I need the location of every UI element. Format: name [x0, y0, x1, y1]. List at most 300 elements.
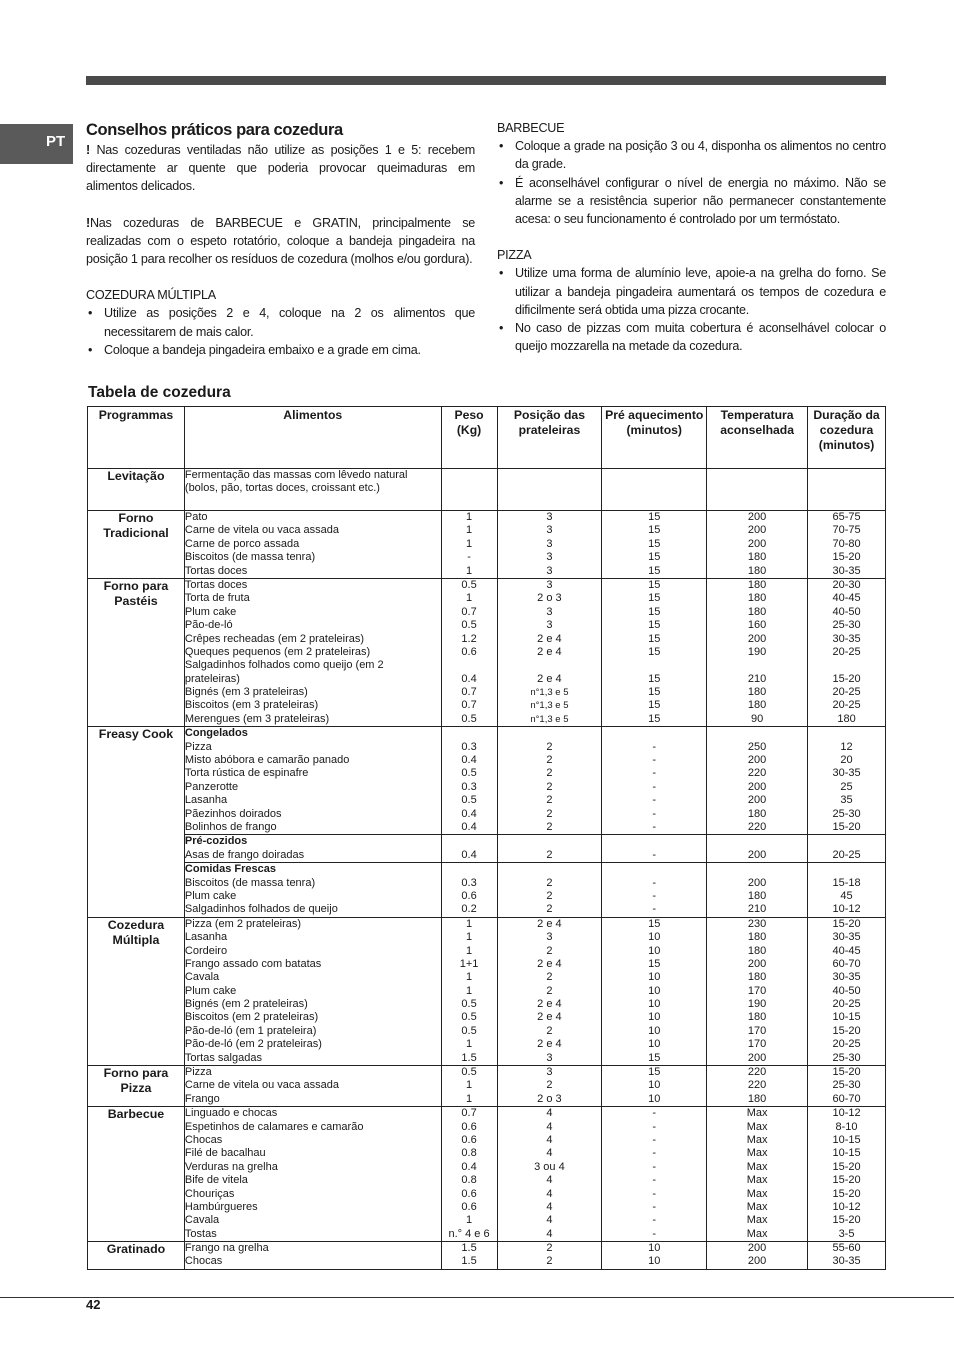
cell-value: 0.5 — [461, 1066, 477, 1079]
cell-value: 0.2 — [461, 903, 477, 916]
cell-value: 200 — [747, 1255, 767, 1268]
food-item: Pão-de-ló (em 1 prateleira) — [184, 1024, 317, 1037]
cell-value: - — [652, 848, 657, 861]
table-row — [88, 863, 886, 918]
position-cell — [497, 863, 602, 918]
cell-value: 170 — [747, 1024, 767, 1037]
food-item: Tortas salgadas — [184, 1051, 262, 1064]
cell-value: n°1,3 e 5 — [530, 687, 569, 699]
cell-value: 1 — [465, 1214, 473, 1227]
preheat-cell — [602, 835, 707, 863]
warning-mark: ! — [86, 215, 90, 230]
cell-value: 15 — [648, 672, 661, 685]
cell-value: 220 — [747, 767, 767, 780]
program-name: Barbecue — [88, 1107, 185, 1242]
cell-value: - — [652, 1133, 657, 1146]
temperature-cell — [707, 917, 808, 1065]
preheat-cell — [602, 917, 707, 1065]
spacer — [707, 863, 807, 876]
cell-value: 15-20 — [832, 1066, 861, 1079]
cell-value: 200 — [747, 524, 767, 537]
cell-value: 4 — [546, 1174, 553, 1187]
cell-value: 15-20 — [832, 551, 861, 564]
note-barbecue-gratin-text: Nas cozeduras de BARBECUE e GRATIN, principalmente se realizadas com o espeto rotatório, coloque a bandeja pingadeira na posição 1 para recolher os resíduos de cozedura (molhos e/ou gordura). — [86, 215, 475, 267]
food-item: Lasanha — [184, 931, 228, 944]
cell-value: 10 — [648, 1024, 661, 1037]
foods-cell — [184, 917, 441, 1065]
cell-value: 15 — [648, 537, 661, 550]
list-item: • Utilize as posições 2 e 4, coloque na 2 os alimentos que necessitarem de mais calor. — [86, 304, 475, 340]
cell-value: 4 — [546, 1227, 553, 1240]
cell-value: - — [652, 903, 657, 916]
duration-cell — [808, 917, 886, 1065]
cell-value: 20-25 — [832, 1038, 861, 1051]
food-item: Tortas doces — [184, 564, 248, 577]
duration-cell — [808, 511, 886, 579]
note-ventilated-text: Nas cozeduras ventiladas não utilize as posições 1 e 5: recebem directamente ar quente que poderia provocar queimaduras em alimentos delicados. — [86, 143, 475, 194]
warning-mark: ! — [86, 143, 90, 157]
cell-value: 30-35 — [832, 971, 861, 984]
multi-cooking-list — [86, 304, 475, 359]
cell-value: 200 — [747, 794, 767, 807]
program-name: Forno para Pizza — [88, 1066, 185, 1107]
cell-value: - — [652, 1187, 657, 1200]
cell-value: 2 — [546, 1024, 553, 1037]
cell-value: 15-20 — [832, 672, 861, 685]
cell-value: Max — [746, 1133, 768, 1146]
cell-value: 1 — [465, 1092, 473, 1105]
cell-value: 35 — [840, 794, 853, 807]
temperature-cell — [707, 727, 808, 835]
spacer — [707, 727, 807, 740]
page-number: 42 — [86, 1297, 101, 1312]
cell-value: 2 — [546, 780, 553, 793]
cell-value: 15 — [648, 645, 661, 658]
position-cell — [497, 835, 602, 863]
foods-cell — [184, 835, 441, 863]
cell-value: - — [652, 889, 657, 902]
header-weight: Peso (Kg) — [441, 407, 497, 469]
cell-value: 15-20 — [832, 917, 861, 930]
program-name: Cozedura Múltipla — [88, 917, 185, 1065]
cell-value: 30-35 — [832, 632, 861, 645]
food-item: Pãezinhos doirados — [184, 807, 282, 820]
cell-value: 1 — [465, 944, 473, 957]
empty-cell — [808, 469, 886, 511]
food-item: Tortas doces — [184, 578, 248, 591]
food-item: Torta de fruta — [184, 592, 250, 605]
cell-value: 0.5 — [461, 1024, 477, 1037]
cell-value: 200 — [747, 511, 767, 523]
table-title: Tabela de cozedura — [88, 384, 231, 401]
table-row — [88, 1242, 886, 1270]
duration-cell — [808, 1242, 886, 1270]
weight-cell — [441, 511, 497, 579]
cell-value: 0.5 — [461, 619, 477, 632]
cell-value: 1.5 — [461, 1255, 477, 1268]
empty-cell — [497, 469, 602, 511]
cell-value: 15 — [648, 686, 661, 699]
right-column — [497, 119, 886, 355]
language-tab: PT — [0, 124, 73, 164]
spacer — [808, 835, 885, 848]
group-label: Pré-cozidos — [184, 835, 248, 848]
spacer — [602, 835, 706, 848]
cell-value: 2 — [546, 876, 553, 889]
cell-value: 2 — [546, 807, 553, 820]
cell-value — [707, 659, 807, 672]
temperature-cell — [707, 835, 808, 863]
cell-value: 1.2 — [461, 632, 477, 645]
cell-value: 10-15 — [832, 1011, 861, 1024]
foods-cell — [184, 1066, 441, 1107]
position-cell — [497, 1066, 602, 1107]
spacer — [808, 727, 885, 740]
cell-value: 30-35 — [832, 1255, 861, 1268]
cell-value: 1+1 — [459, 957, 479, 970]
cell-value: 3 — [546, 1066, 553, 1079]
cell-value: 20-30 — [832, 578, 861, 591]
food-item: Panzerotte — [184, 780, 239, 793]
food-item: Chouriças — [184, 1187, 235, 1200]
cell-value: 1 — [465, 931, 473, 944]
cell-value: 0.3 — [461, 780, 477, 793]
temperature-cell — [707, 863, 808, 918]
foods-cell — [184, 511, 441, 579]
cell-value: 15 — [648, 511, 661, 523]
cell-value: 200 — [747, 780, 767, 793]
cell-value: 0.8 — [461, 1147, 477, 1160]
cell-value: 15 — [648, 1066, 661, 1079]
cell-value: - — [652, 1160, 657, 1173]
cell-value: 30-35 — [832, 931, 861, 944]
pizza-list — [497, 264, 886, 355]
cell-value: 60-70 — [832, 957, 861, 970]
cell-value: 15-20 — [832, 1187, 861, 1200]
cell-value: 25-30 — [832, 619, 861, 632]
cell-value: 25-30 — [832, 807, 861, 820]
food-item: Plum cake — [184, 984, 237, 997]
cell-value: 0.6 — [461, 1120, 477, 1133]
food-item: Biscoitos (de massa tenra) — [184, 876, 316, 889]
food-item: Pizza — [184, 1066, 212, 1079]
cell-value: 0.5 — [461, 998, 477, 1011]
cell-value: 10 — [648, 984, 661, 997]
weight-cell — [441, 578, 497, 726]
food-item: Misto abóbora e camarão panado — [184, 754, 350, 767]
program-name: Levitação — [88, 469, 185, 511]
cell-value: 55-60 — [832, 1242, 861, 1255]
weight-cell — [441, 1242, 497, 1270]
temperature-cell — [707, 578, 808, 726]
food-item: Salgadinhos folhados como queijo (em 2 — [184, 659, 384, 672]
cell-value: 180 — [747, 686, 767, 699]
cell-value: - — [652, 820, 657, 833]
food-item: Queques pequenos (em 2 prateleiras) — [184, 645, 371, 658]
cell-value: 40-45 — [832, 944, 861, 957]
preheat-cell — [602, 511, 707, 579]
cell-value: 2 e 4 — [537, 917, 562, 930]
cell-value: 10 — [648, 1255, 661, 1268]
group-label: Congelados — [184, 727, 248, 740]
food-item: Crêpes recheadas (em 2 prateleiras) — [184, 632, 365, 645]
cell-value: 2 o 3 — [537, 1092, 562, 1105]
cell-value: 3 — [546, 524, 553, 537]
cell-value: 25-30 — [832, 1079, 861, 1092]
cell-value: 1.5 — [461, 1051, 477, 1064]
cell-value: 0.4 — [461, 754, 477, 767]
cell-value: 10 — [648, 1011, 661, 1024]
cell-value: 10-12 — [832, 903, 861, 916]
cell-value: 0.7 — [461, 699, 477, 712]
cell-value: 70-75 — [832, 524, 861, 537]
cell-value: 180 — [747, 699, 767, 712]
cell-value: 2 — [546, 820, 553, 833]
duration-cell — [808, 1107, 886, 1242]
cell-value: - — [652, 807, 657, 820]
cell-value: 2 — [546, 889, 553, 902]
cell-value: - — [652, 767, 657, 780]
cell-value: 200 — [747, 1242, 767, 1255]
cell-value: 1 — [465, 524, 473, 537]
position-cell — [497, 1107, 602, 1242]
cell-value: 15 — [648, 592, 661, 605]
cell-value: 2 e 4 — [537, 632, 562, 645]
foods-cell — [184, 578, 441, 726]
food-item: Lasanha — [184, 794, 228, 807]
foods-cell — [184, 469, 441, 511]
cell-value: 15-20 — [832, 1214, 861, 1227]
cell-value: 0.6 — [461, 1200, 477, 1213]
cell-value: 0.7 — [461, 605, 477, 618]
cell-value: 230 — [747, 917, 767, 930]
cell-value: 180 — [747, 1011, 767, 1024]
header-duration: Duração da cozedura (minutos) — [808, 407, 886, 469]
cell-value: 0.7 — [461, 686, 477, 699]
spacer — [498, 863, 602, 876]
food-item: Torta rústica de espinafre — [184, 767, 309, 780]
cell-value: 1 — [465, 971, 473, 984]
cell-value: 10 — [648, 1038, 661, 1051]
cell-value: 0.4 — [461, 807, 477, 820]
list-item: • No caso de pizzas com muita cobertura é aconselhável colocar o queijo mozzarella na metade da cozedura. — [497, 319, 886, 355]
cell-value: 160 — [747, 619, 767, 632]
cell-value: 0.5 — [461, 767, 477, 780]
cell-value: 20-25 — [832, 686, 861, 699]
cell-value: 25 — [840, 780, 853, 793]
cell-value: 1 — [465, 1038, 473, 1051]
cooking-table — [87, 406, 886, 1270]
cell-value: 15 — [648, 605, 661, 618]
food-item: Biscoitos (em 3 prateleiras) — [184, 699, 319, 712]
duration-cell — [808, 727, 886, 835]
cell-value: 65-75 — [832, 511, 861, 523]
cell-value: 0.4 — [461, 848, 477, 861]
food-item: Frango — [184, 1092, 220, 1105]
cell-value: 1 — [465, 564, 473, 577]
cell-value: 2 e 4 — [537, 998, 562, 1011]
cell-value: 220 — [747, 1066, 767, 1079]
cell-value: 1.5 — [461, 1242, 477, 1255]
cell-value: 15 — [648, 564, 661, 577]
cell-value: 25-30 — [832, 1051, 861, 1064]
food-item: Biscoitos (em 2 prateleiras) — [184, 1011, 319, 1024]
header-foods: Alimentos — [184, 407, 441, 469]
temperature-cell — [707, 1107, 808, 1242]
cell-value: 90 — [750, 712, 764, 725]
food-item: Fermentação das massas com lêvedo natural (bolos, pão, tortas doces, croissant etc.) — [184, 469, 408, 495]
duration-cell — [808, 863, 886, 918]
list-item: • É aconselhável configurar o nível de energia no máximo. Não se alarme se a resistência superior não permanecer constantemente acesa: o seu funcionamento é controlado por um termóstato. — [497, 174, 886, 229]
cell-value: Max — [746, 1200, 768, 1213]
cell-value: 15 — [648, 524, 661, 537]
cell-value: 0.3 — [461, 876, 477, 889]
food-item: Salgadinhos folhados de queijo — [184, 903, 338, 916]
food-item: Hambúrgueres — [184, 1200, 258, 1213]
pizza-heading: PIZZA — [497, 248, 532, 263]
cell-value: Max — [746, 1187, 768, 1200]
cell-value: - — [652, 1147, 657, 1160]
list-item: • Utilize uma forma de alumínio leve, apoie-a na grelha do forno. Se utilizar a bandeja pingadeira aumentará os tempos de cozedura e dificilmente será obtida uma pizza crocante. — [497, 264, 886, 319]
cell-value: 0.5 — [461, 578, 477, 591]
cell-value: 3 — [546, 931, 553, 944]
cell-value: Max — [746, 1147, 768, 1160]
cell-value: 170 — [747, 984, 767, 997]
food-item: Verduras na grelha — [184, 1160, 278, 1173]
list-item: • Coloque a bandeja pingadeira embaixo e a grade em cima. — [86, 341, 475, 359]
cell-value: 15 — [648, 632, 661, 645]
cell-value: - — [652, 1174, 657, 1187]
cell-value: 30-35 — [832, 564, 861, 577]
foods-cell — [184, 1107, 441, 1242]
cell-value: - — [652, 1227, 657, 1240]
header-temperature: Temperatura aconselhada — [707, 407, 808, 469]
cell-value: 180 — [747, 944, 767, 957]
cell-value: 0.4 — [461, 1160, 477, 1173]
multi-cooking-heading: COZEDURA MÚLTIPLA — [86, 288, 216, 303]
cell-value: - — [652, 876, 657, 889]
cell-value: 200 — [747, 957, 767, 970]
food-item: Carne de vitela ou vaca assada — [184, 524, 340, 537]
cell-value: 3-5 — [838, 1227, 855, 1240]
cell-value: 190 — [747, 645, 767, 658]
cell-value: 2 — [546, 1255, 553, 1268]
food-item: Pão-de-ló (em 2 prateleiras) — [184, 1038, 322, 1051]
cell-value: 2 — [546, 740, 553, 753]
preheat-cell — [602, 863, 707, 918]
cell-value: 10 — [648, 1242, 661, 1255]
food-item: Bolinhos de frango — [184, 820, 277, 833]
cell-value: 8-10 — [835, 1120, 858, 1133]
cell-value: 180 — [747, 807, 767, 820]
table-row — [88, 727, 886, 835]
food-item: Merengues (em 3 prateleiras) — [184, 712, 330, 725]
weight-cell — [441, 917, 497, 1065]
cell-value: 15 — [648, 551, 661, 564]
cell-value: 20-25 — [832, 645, 861, 658]
cell-value: 10 — [648, 1079, 661, 1092]
position-cell — [497, 1242, 602, 1270]
spacer — [498, 727, 602, 740]
food-item: Chocas — [184, 1133, 223, 1146]
food-item: Tostas — [184, 1227, 217, 1240]
cell-value: 170 — [747, 1038, 767, 1051]
cell-value: 0.6 — [461, 1187, 477, 1200]
weight-cell — [441, 835, 497, 863]
cell-value: 20-25 — [832, 998, 861, 1011]
food-item: Biscoitos (de massa tenra) — [184, 551, 316, 564]
cell-value: 10-15 — [832, 1147, 861, 1160]
food-item: Carne de porco assada — [184, 537, 300, 550]
barbecue-list — [497, 137, 886, 228]
cell-value: 10 — [648, 944, 661, 957]
cell-value: 40-50 — [832, 984, 861, 997]
cell-value: 0.5 — [461, 712, 477, 725]
position-cell — [497, 917, 602, 1065]
cell-value: 2 — [546, 1242, 553, 1255]
food-item: Bife de vitela — [184, 1174, 248, 1187]
cell-value: 2 e 4 — [537, 672, 562, 685]
temperature-cell — [707, 1242, 808, 1270]
cell-value: 2 — [546, 794, 553, 807]
cell-value: 0.5 — [461, 794, 477, 807]
cell-value: 4 — [546, 1107, 553, 1120]
food-item: Chocas — [184, 1255, 223, 1268]
cell-value: 1 — [465, 1079, 473, 1092]
program-name: Forno Tradicional — [88, 511, 185, 579]
food-item: Pizza (em 2 prateleiras) — [184, 917, 302, 930]
cell-value: 10-12 — [832, 1107, 861, 1120]
cell-value: 3 — [546, 605, 553, 618]
section-title: Conselhos práticos para cozedura — [86, 121, 343, 139]
cell-value: 40-50 — [832, 605, 861, 618]
cell-value: 3 — [546, 619, 553, 632]
cell-value: 200 — [747, 632, 767, 645]
cell-value: 15 — [648, 699, 661, 712]
cell-value: 180 — [747, 551, 767, 564]
food-item: Filé de bacalhau — [184, 1147, 266, 1160]
cell-value: 3 ou 4 — [534, 1160, 565, 1173]
table-row — [88, 511, 886, 579]
cell-value: 180 — [747, 564, 767, 577]
weight-cell — [441, 863, 497, 918]
food-item: Frango na grelha — [184, 1242, 269, 1255]
cell-value: 4 — [546, 1133, 553, 1146]
food-item: Cavala — [184, 971, 220, 984]
cell-value: 2 e 4 — [537, 957, 562, 970]
cell-value: 3 — [546, 578, 553, 591]
food-item: Bignés (em 2 prateleiras) — [184, 998, 308, 1011]
cell-value: 180 — [747, 971, 767, 984]
program-name: Freasy Cook — [88, 727, 185, 917]
weight-cell — [441, 727, 497, 835]
cell-value: 2 — [546, 903, 553, 916]
cell-value: 180 — [837, 712, 856, 725]
cell-value: 60-70 — [832, 1092, 861, 1105]
cell-value: 200 — [747, 537, 767, 550]
cell-value: 2 o 3 — [537, 592, 562, 605]
cell-value — [442, 659, 497, 672]
duration-cell — [808, 835, 886, 863]
program-name: Gratinado — [88, 1242, 185, 1270]
cell-value: 0.3 — [461, 740, 477, 753]
barbecue-heading: BARBECUE — [497, 121, 565, 135]
cell-value: n°1,3 e 5 — [530, 713, 569, 725]
note-ventilated — [86, 141, 475, 196]
cell-value: 0.4 — [461, 820, 477, 833]
cell-value — [602, 659, 706, 672]
cell-value: 12 — [840, 740, 853, 753]
